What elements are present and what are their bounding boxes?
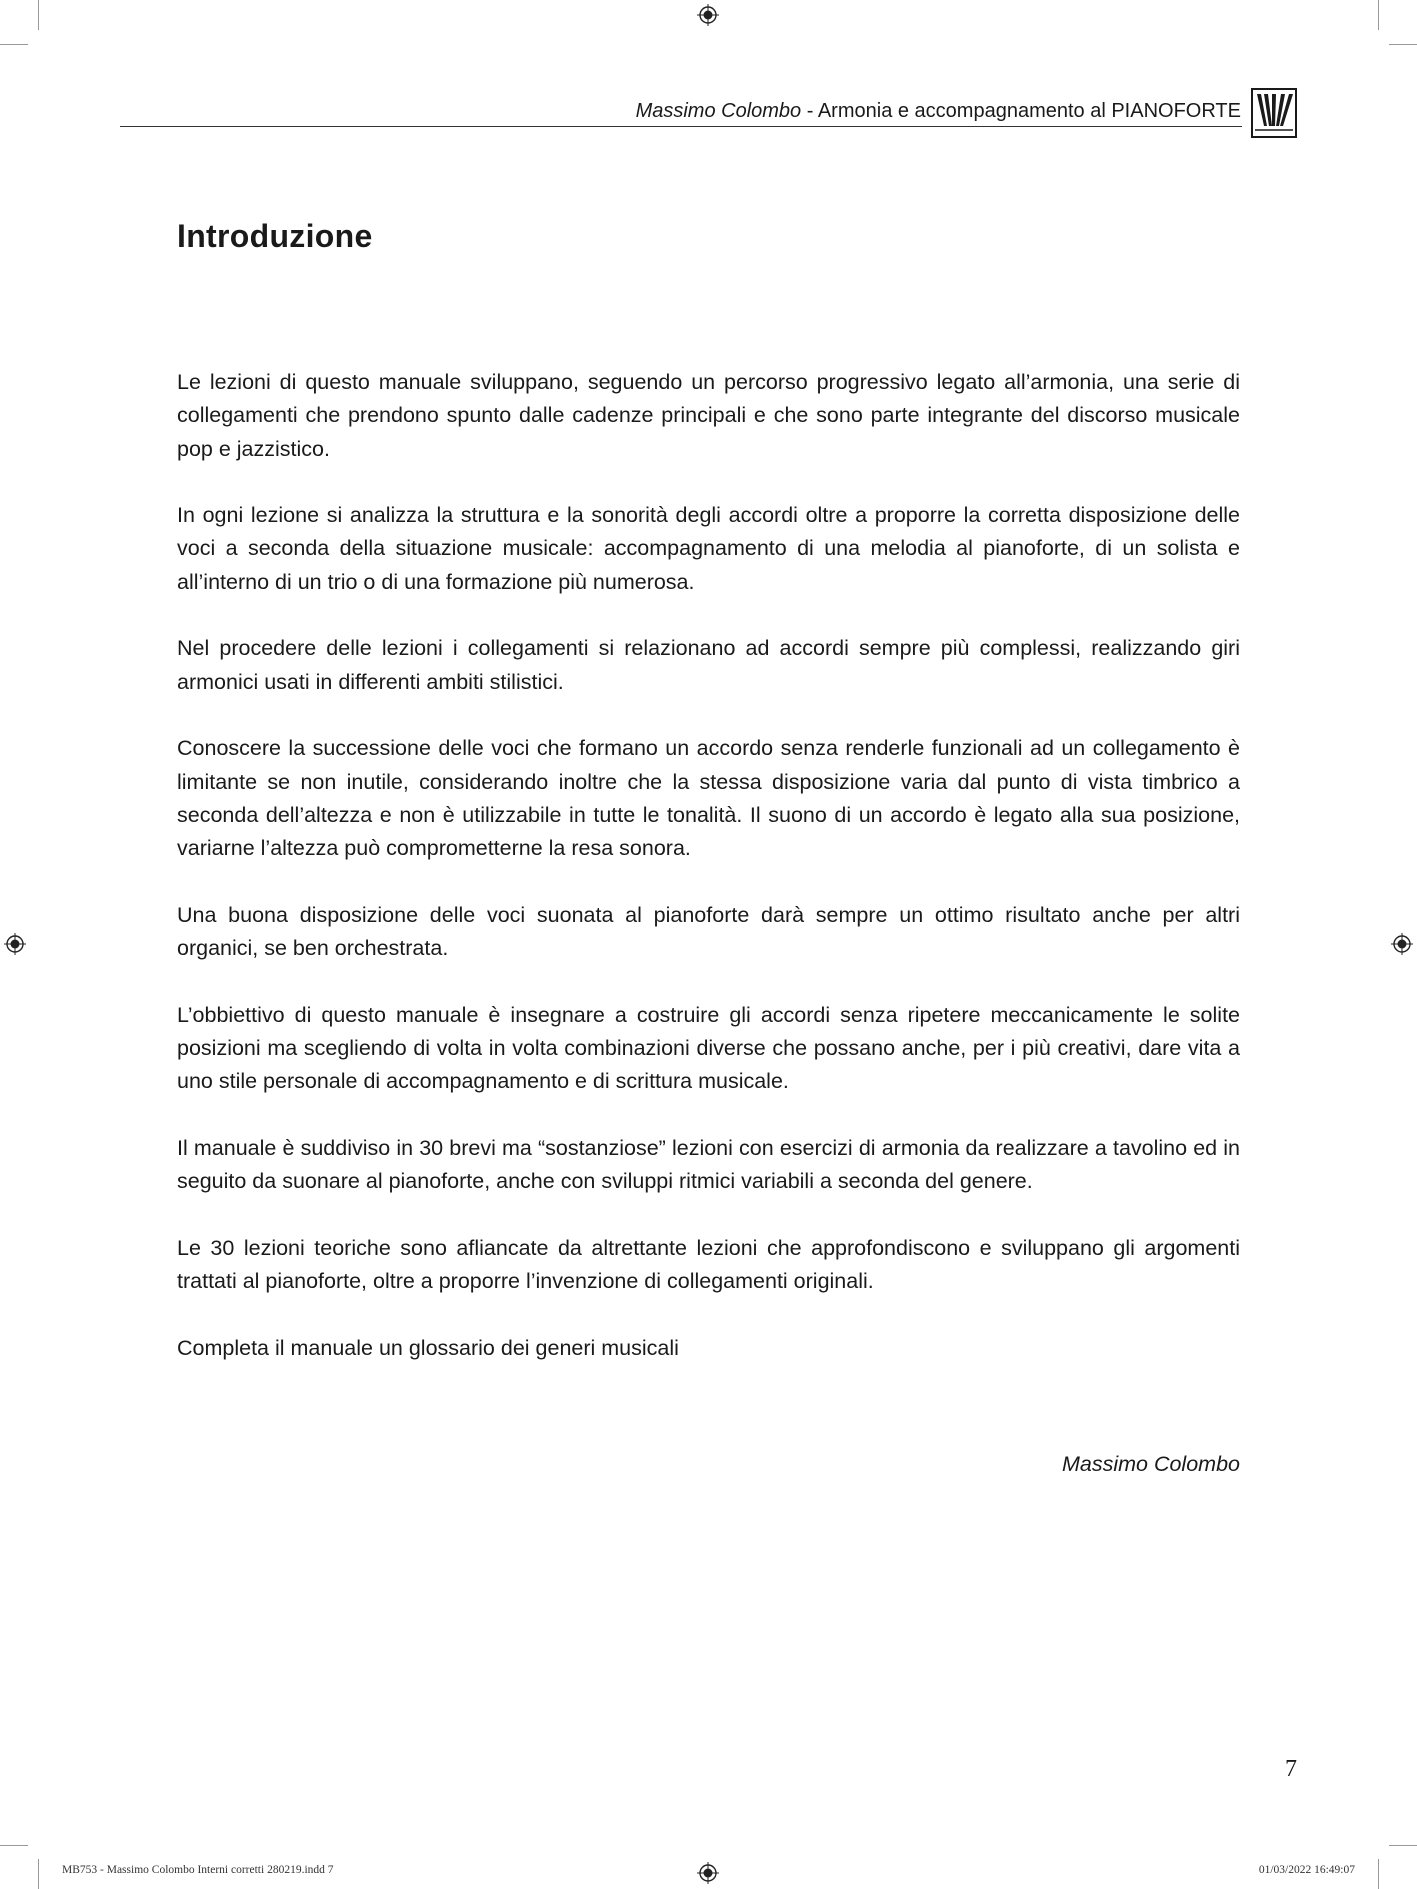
crop-mark: [38, 1859, 39, 1889]
body-text: [177, 366, 1240, 1398]
header-rule: [120, 126, 1242, 127]
crop-mark: [0, 1845, 28, 1846]
slug-file: MB753 - Massimo Colombo Interni corretti 280219.indd 7: [62, 1864, 334, 1876]
crop-mark: [1389, 44, 1417, 45]
crop-mark: [38, 0, 39, 30]
paragraph: Le 30 lezioni teoriche sono afliancate da altrettante lezioni che approfondiscono e sviluppano gli argomenti trattati al pianoforte, oltre a proporre l’invenzione di collegamenti originali.: [177, 1235, 1240, 1294]
registration-mark-icon: [4, 933, 26, 955]
page-title: Introduzione: [177, 218, 373, 254]
crop-mark: [1378, 0, 1379, 30]
paragraph: Nel procedere delle lezioni i collegamenti si relazionano ad accordi sempre più complessi, realizzando giri armonici usati in differenti ambiti stilistici.: [177, 636, 1240, 694]
registration-mark-icon: [697, 1862, 719, 1884]
running-header: [636, 100, 1241, 123]
header-author: Massimo Colombo: [635, 100, 802, 122]
paragraph: Le lezioni di questo manuale sviluppano, seguendo un percorso progressivo legato all’armonia, una serie di collegamenti che prendono spunto dalle cadenze principali e che sono parte integrante del discorso musicale pop e jazzistico.: [177, 370, 1240, 461]
signature: Massimo Colombo: [1061, 1452, 1240, 1476]
crop-mark: [1378, 1859, 1379, 1889]
crop-mark: [0, 44, 28, 45]
paragraph: In ogni lezione si analizza la struttura e la sonorità degli accordi oltre a proporre la corretta disposizione delle voci a seconda della situazione musicale: accompagnamento di una melodia al pianoforte, di un solista e all’interno di un trio o di una formazione più numerosa.: [177, 503, 1240, 594]
header-separator: -: [801, 100, 818, 122]
paragraph: Una buona disposizione delle voci suonata al pianoforte darà sempre un ottimo risultato anche per altri organici, se ben orchestrata.: [177, 902, 1240, 961]
publisher-logo-icon: [1251, 88, 1297, 138]
paragraph: Conoscere la successione delle voci che formano un accordo senza renderle funzionali ad un collegamento è limitante se non inutile, considerando inoltre che la stessa disposizione varia dal punto di vista timbrico a seconda dell’altezza e non è utilizzabile in tutte le tonalità. Il suono di un accordo è legato alla sua posizione, variarne l’altezza può comprometterne la resa sonora.: [177, 736, 1240, 861]
page-number: 7: [1285, 1756, 1297, 1782]
crop-mark: [1389, 1845, 1417, 1846]
paragraph: Completa il manuale un glossario dei generi musicali: [177, 1335, 679, 1360]
paragraph: L’obbiettivo di questo manuale è insegnare a costruire gli accordi senza ripetere meccanicamente le solite posizioni ma scegliendo di volta in volta combinazioni diverse che possano anche, per i più creativi, dare vita a uno stile personale di accompagnamento e di scrittura musicale.: [177, 1002, 1240, 1094]
paragraph: Il manuale è suddiviso in 30 brevi ma “sostanziose” lezioni con esercizi di armonia da realizzare a tavolino ed in seguito da suonare al pianoforte, anche con sviluppi ritmici variabili a seconda del genere.: [177, 1135, 1240, 1194]
slug-timestamp: 01/03/2022 16:49:07: [1258, 1864, 1355, 1876]
registration-mark-icon: [1391, 933, 1413, 955]
header-book-title: Armonia e accompagnamento al PIANOFORTE: [817, 100, 1241, 122]
registration-mark-icon: [697, 4, 719, 26]
